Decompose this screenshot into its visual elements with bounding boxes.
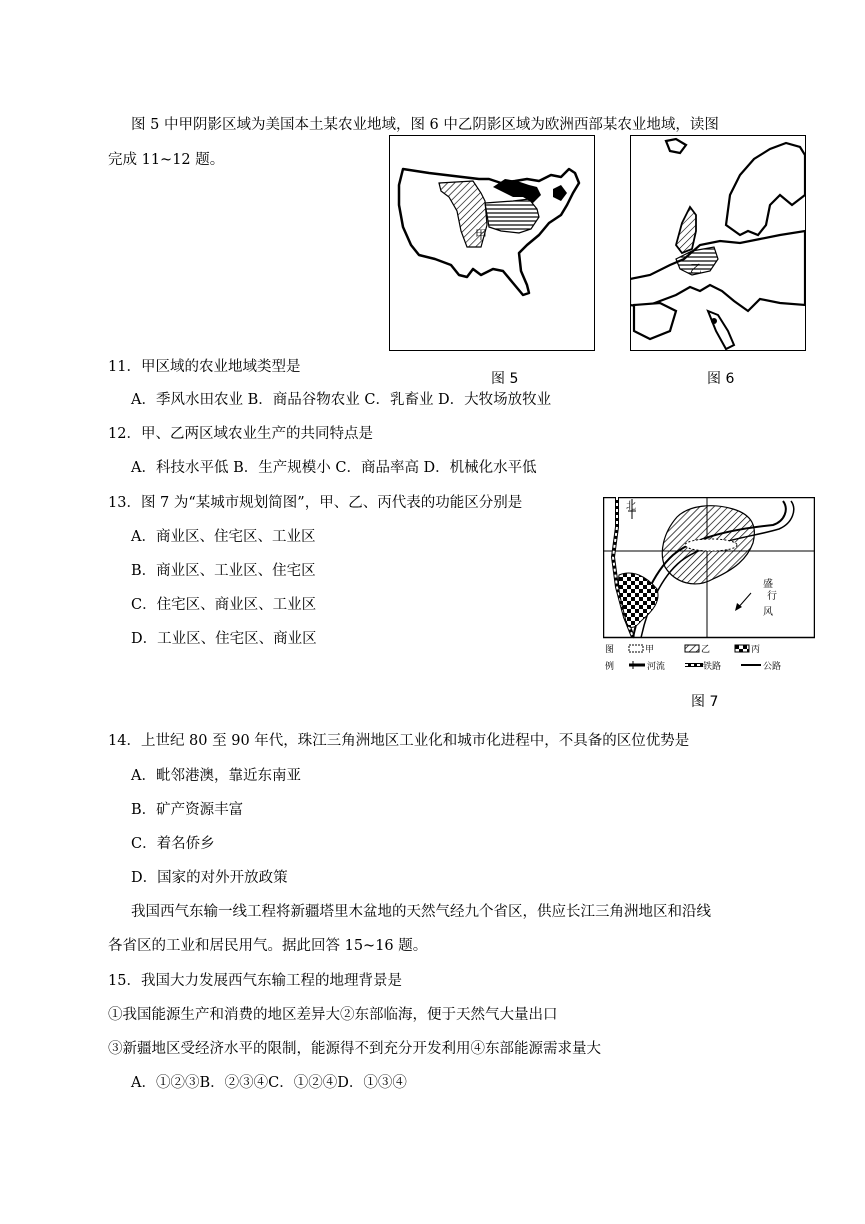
question-13-option-b: B．商业区、工业区、住宅区 bbox=[131, 563, 316, 579]
question-13-option-d: D．工业区、住宅区、商业区 bbox=[131, 631, 317, 647]
fig7-legend-yi: 乙 bbox=[701, 645, 711, 655]
fig7-legend-railway: 铁路 bbox=[703, 662, 722, 672]
question-15-statement-line1: ①我国能源生产和消费的地区差异大②东部临海，便于天然气大量出口 bbox=[108, 1007, 558, 1023]
figure-6-europe-map bbox=[630, 135, 806, 351]
question-14-stem: 14．上世纪 80 至 90 年代，珠江三角洲地区工业化和城市化进程中，不具备的区位优势是 bbox=[108, 733, 690, 749]
fig7-wind-char-3: 风 bbox=[763, 607, 773, 618]
fig5-label-jia: 甲 bbox=[475, 228, 488, 242]
figure-6-caption: 图 6 bbox=[707, 371, 735, 387]
figure-5-usa-map bbox=[389, 135, 595, 351]
question-13-stem: 13．图 7 为“某城市规划简图”，甲、乙、丙代表的功能区分别是 bbox=[108, 495, 523, 511]
fig6-label-yi: 乙 bbox=[690, 262, 703, 276]
fig7-legend-road: 公路 bbox=[763, 662, 782, 672]
question-13-option-a: A．商业区、住宅区、工业区 bbox=[131, 529, 316, 545]
fig7-legend-title-1: 图 bbox=[605, 645, 615, 655]
fig7-legend-bing: 丙 bbox=[751, 645, 761, 655]
figure-7-city-plan bbox=[603, 497, 815, 675]
fig7-legend-title-2: 例 bbox=[605, 662, 615, 672]
question-12-stem: 12．甲、乙两区域农业生产的共同特点是 bbox=[108, 426, 373, 442]
question-11-stem: 11．甲区域的农业地域类型是 bbox=[108, 359, 301, 375]
intro-15-16-line1: 我国西气东输一线工程将新疆塔里木盆地的天然气经九个省区，供应长江三角洲地区和沿线 bbox=[131, 904, 711, 920]
question-12-options: A．科技水平低 B．生产规模小 C．商品率高 D．机械化水平低 bbox=[131, 460, 537, 476]
question-15-options: A．①②③B．②③④C．①②④D．①③④ bbox=[131, 1075, 407, 1091]
question-14-option-d: D．国家的对外开放政策 bbox=[131, 870, 288, 886]
question-14-option-c: C．着名侨乡 bbox=[131, 836, 215, 852]
figure-5-caption: 图 5 bbox=[491, 371, 519, 387]
question-14-option-a: A．毗邻港澳，靠近东南亚 bbox=[131, 768, 301, 784]
fig7-wind-char-1: 盛 bbox=[763, 579, 773, 590]
fig7-legend-jia: 甲 bbox=[645, 645, 655, 655]
question-15-stem: 15．我国大力发展西气东输工程的地理背景是 bbox=[108, 973, 402, 989]
intro-11-12-line1: 图 5 中甲阴影区域为美国本土某农业地域，图 6 中乙阴影区域为欧洲西部某农业地域，读图 bbox=[131, 117, 719, 133]
question-15-statement-line2: ③新疆地区受经济水平的限制，能源得不到充分开发利用④东部能源需求量大 bbox=[108, 1041, 601, 1057]
fig7-north-label: 北 bbox=[626, 501, 636, 512]
figure-7-caption: 图 7 bbox=[691, 694, 719, 710]
fig7-legend-river: 河流 bbox=[647, 662, 666, 672]
question-13-option-c: C．住宅区、商业区、工业区 bbox=[131, 597, 317, 613]
fig7-wind-char-2: 行 bbox=[767, 591, 777, 602]
intro-11-12-line2: 完成 11~12 题。 bbox=[108, 152, 225, 168]
question-11-options: A．季风水田农业 B．商品谷物农业 C．乳畜业 D．大牧场放牧业 bbox=[131, 392, 552, 408]
intro-15-16-line2: 各省区的工业和居民用气。据此回答 15~16 题。 bbox=[108, 938, 428, 954]
question-14-option-b: B．矿产资源丰富 bbox=[131, 802, 244, 818]
